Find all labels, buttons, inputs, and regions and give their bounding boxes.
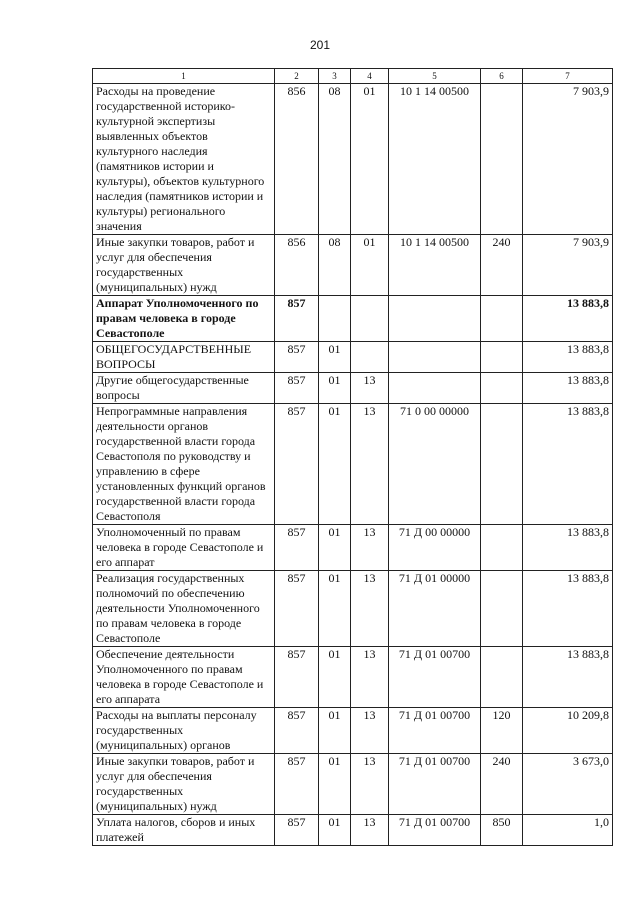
row-amount: 13 883,8 xyxy=(523,571,613,647)
row-subsection-code: 13 xyxy=(351,647,389,708)
table-row xyxy=(93,404,613,525)
row-target-article-code: 10 1 14 00500 xyxy=(389,84,481,235)
row-target-article-code xyxy=(389,373,481,404)
row-subsection-code: 13 xyxy=(351,404,389,525)
column-header: 7 xyxy=(523,69,613,84)
row-section-code: 01 xyxy=(319,815,351,846)
row-expense-type-code xyxy=(481,525,523,571)
column-header: 1 xyxy=(93,69,275,84)
row-expense-type-code xyxy=(481,647,523,708)
header-row xyxy=(93,69,613,84)
row-section-code: 01 xyxy=(319,754,351,815)
row-department-code: 857 xyxy=(275,708,319,754)
table-row xyxy=(93,754,613,815)
row-amount: 13 883,8 xyxy=(523,296,613,342)
row-subsection-code: 13 xyxy=(351,708,389,754)
row-amount: 13 883,8 xyxy=(523,404,613,525)
row-subsection-code: 01 xyxy=(351,84,389,235)
row-amount: 7 903,9 xyxy=(523,235,613,296)
row-section-code: 01 xyxy=(319,404,351,525)
row-section-code: 01 xyxy=(319,708,351,754)
row-subsection-code: 13 xyxy=(351,373,389,404)
table-row xyxy=(93,525,613,571)
row-name-cell: Уполномоченный по правам человека в городе Севастополе и его аппарат xyxy=(93,525,275,571)
column-header: 3 xyxy=(319,69,351,84)
table-row xyxy=(93,296,613,342)
row-target-article-code xyxy=(389,342,481,373)
page-number: 201 xyxy=(309,38,331,52)
row-expense-type-code xyxy=(481,342,523,373)
row-expense-type-code: 850 xyxy=(481,815,523,846)
column-header: 4 xyxy=(351,69,389,84)
row-target-article-code: 71 0 00 00000 xyxy=(389,404,481,525)
row-target-article-code: 10 1 14 00500 xyxy=(389,235,481,296)
row-section-code: 08 xyxy=(319,235,351,296)
table-row xyxy=(93,708,613,754)
row-expense-type-code: 240 xyxy=(481,235,523,296)
row-target-article-code: 71 Д 01 00700 xyxy=(389,754,481,815)
row-amount: 13 883,8 xyxy=(523,342,613,373)
row-name-cell: Непрограммные направления деятельности органов государственной власти города Севастополя по руководству и управлению в сфере установленных функций органов государственной власти города Севастополя xyxy=(93,404,275,525)
row-department-code: 857 xyxy=(275,754,319,815)
row-name-cell: ОБЩЕГОСУДАРСТВЕННЫЕ ВОПРОСЫ xyxy=(93,342,275,373)
row-expense-type-code: 240 xyxy=(481,754,523,815)
row-amount: 3 673,0 xyxy=(523,754,613,815)
row-name-cell: Обеспечение деятельности Уполномоченного по правам человека в городе Севастополе и его аппарата xyxy=(93,647,275,708)
row-department-code: 857 xyxy=(275,647,319,708)
row-department-code: 857 xyxy=(275,296,319,342)
row-department-code: 857 xyxy=(275,815,319,846)
row-amount: 13 883,8 xyxy=(523,525,613,571)
table-row xyxy=(93,84,613,235)
row-subsection-code xyxy=(351,296,389,342)
row-department-code: 857 xyxy=(275,342,319,373)
table-row xyxy=(93,342,613,373)
row-department-code: 857 xyxy=(275,571,319,647)
row-target-article-code xyxy=(389,296,481,342)
budget-table xyxy=(92,68,613,846)
row-expense-type-code xyxy=(481,84,523,235)
row-amount: 13 883,8 xyxy=(523,373,613,404)
row-amount: 13 883,8 xyxy=(523,647,613,708)
row-name-cell: Иные закупки товаров, работ и услуг для обеспечения государственных (муниципальных) нужд xyxy=(93,754,275,815)
row-subsection-code: 01 xyxy=(351,235,389,296)
row-department-code: 856 xyxy=(275,235,319,296)
row-name-cell: Расходы на проведение государственной историко-культурной экспертизы выявленных объектов культурного наследия (памятников истории и культуры), объектов культурного наследия (памятников истории и культуры) регионального значения xyxy=(93,84,275,235)
row-target-article-code: 71 Д 01 00000 xyxy=(389,571,481,647)
table-row xyxy=(93,647,613,708)
table-row xyxy=(93,235,613,296)
row-section-code: 01 xyxy=(319,373,351,404)
column-header: 2 xyxy=(275,69,319,84)
row-name-cell: Иные закупки товаров, работ и услуг для обеспечения государственных (муниципальных) нужд xyxy=(93,235,275,296)
row-name-cell: Расходы на выплаты персоналу государственных (муниципальных) органов xyxy=(93,708,275,754)
row-section-code: 01 xyxy=(319,525,351,571)
row-expense-type-code xyxy=(481,373,523,404)
row-subsection-code: 13 xyxy=(351,754,389,815)
row-subsection-code: 13 xyxy=(351,571,389,647)
row-name-cell: Уплата налогов, сборов и иных платежей xyxy=(93,815,275,846)
row-department-code: 857 xyxy=(275,525,319,571)
row-section-code: 01 xyxy=(319,571,351,647)
row-subsection-code: 13 xyxy=(351,815,389,846)
table-row xyxy=(93,815,613,846)
row-target-article-code: 71 Д 01 00700 xyxy=(389,815,481,846)
column-header: 5 xyxy=(389,69,481,84)
row-department-code: 857 xyxy=(275,373,319,404)
row-section-code: 01 xyxy=(319,647,351,708)
row-amount: 10 209,8 xyxy=(523,708,613,754)
row-subsection-code: 13 xyxy=(351,525,389,571)
row-expense-type-code: 120 xyxy=(481,708,523,754)
row-target-article-code: 71 Д 01 00700 xyxy=(389,708,481,754)
row-department-code: 857 xyxy=(275,404,319,525)
row-section-code: 01 xyxy=(319,342,351,373)
row-name-cell: Реализация государственных полномочий по обеспечению деятельности Уполномоченного по правам человека в городе Севастополе xyxy=(93,571,275,647)
row-expense-type-code xyxy=(481,571,523,647)
row-section-code xyxy=(319,296,351,342)
row-name-cell: Другие общегосударственные вопросы xyxy=(93,373,275,404)
row-department-code: 856 xyxy=(275,84,319,235)
table-row xyxy=(93,373,613,404)
table-row xyxy=(93,571,613,647)
row-target-article-code: 71 Д 00 00000 xyxy=(389,525,481,571)
row-expense-type-code xyxy=(481,404,523,525)
row-target-article-code: 71 Д 01 00700 xyxy=(389,647,481,708)
row-amount: 1,0 xyxy=(523,815,613,846)
row-name-cell: Аппарат Уполномоченного по правам человека в городе Севастополе xyxy=(93,296,275,342)
row-subsection-code xyxy=(351,342,389,373)
row-amount: 7 903,9 xyxy=(523,84,613,235)
row-section-code: 08 xyxy=(319,84,351,235)
row-expense-type-code xyxy=(481,296,523,342)
column-header: 6 xyxy=(481,69,523,84)
